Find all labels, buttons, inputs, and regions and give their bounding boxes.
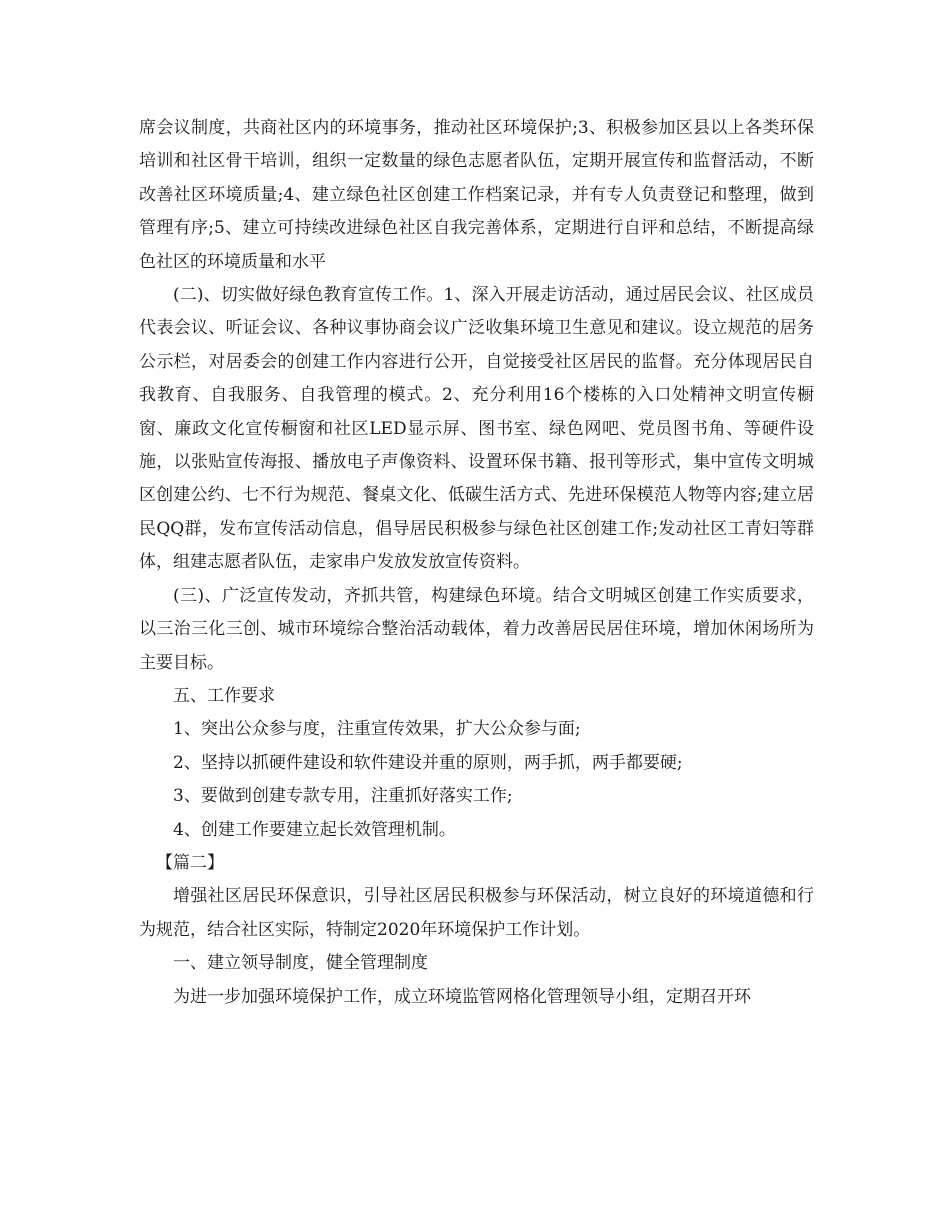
paragraph-intro-part-two: 增强社区居民环保意识，引导社区居民积极参与环保活动，树立良好的环境道德和行为规范，结合社区实际，特制定2020年环境保护工作计划。: [139, 886, 814, 940]
part-two-heading: 【篇二】: [156, 852, 224, 873]
requirement-item-4: 4、创建工作要建立起长效管理机制。: [173, 819, 456, 840]
section-heading-requirements: 五、工作要求: [173, 685, 275, 706]
requirement-item-2: 2、坚持以抓硬件建设和软件建设并重的原则，两手抓，两手都要硬;: [173, 752, 683, 773]
paragraph-2: (二)、切实做好绿色教育宣传工作。1、深入开展走访活动，通过居民会议、社区成员代表会议、听证会议、各种议事协商会议广泛收集环境卫生意见和建议。设立规范的居务公示栏，对居委会的创建工作内容进行公开，自觉接受社区居民的监督。充分体现居民自我教育、自我服务、自我管理的模式。2、充分利用16个楼栋的入口处精神文明宣传橱窗、廉政文化宣传橱窗和社区LED显示屏、图书室、绿色网吧、党员图书角、等硬件设施，以张贴宣传海报、播放电子声像资料、设置环保书籍、报刊等形式，集中宣传文明城区创建公约、七不行为规范、餐桌文化、低碳生活方式、先进环保模范人物等内容;建立居民QQ群，发布宣传活动信息，倡导居民积极参与绿色社区创建工作;发动社区工青妇等群体，组建志愿者队伍，走家串户发放发放宣传资料。: [139, 285, 814, 573]
paragraph-3: (三)、广泛宣传发动，齐抓共管，构建绿色环境。结合文明城区创建工作实质要求，以三治三化三创、城市环境综合整治活动载体，着力改善居民居住环境，增加休闲场所为主要目标。: [139, 585, 814, 673]
paragraph-1: 席会议制度，共商社区内的环境事务，推动社区环境保护;3、积极参加区县以上各类环保培训和社区骨干培训，组织一定数量的绿色志愿者队伍，定期开展宣传和监督活动，不断改善社区环境质量;4、建立绿色社区创建工作档案记录，并有专人负责登记和整理，做到管理有序;5、建立可持续改进绿色社区自我完善体系，定期进行自评和总结，不断提高绿色社区的环境质量和水平: [139, 118, 814, 272]
requirement-item-3: 3、要做到创建专款专用，注重抓好落实工作;: [173, 786, 513, 807]
section-heading-leadership: 一、建立领导制度，健全管理制度: [173, 953, 428, 974]
paragraph-leadership: 为进一步加强环境保护工作，成立环境监管网格化管理领导小组，定期召开环: [173, 986, 751, 1007]
document-body: [139, 112, 814, 1014]
requirement-item-1: 1、突出公众参与度，注重宣传效果，扩大公众参与面;: [173, 719, 581, 740]
